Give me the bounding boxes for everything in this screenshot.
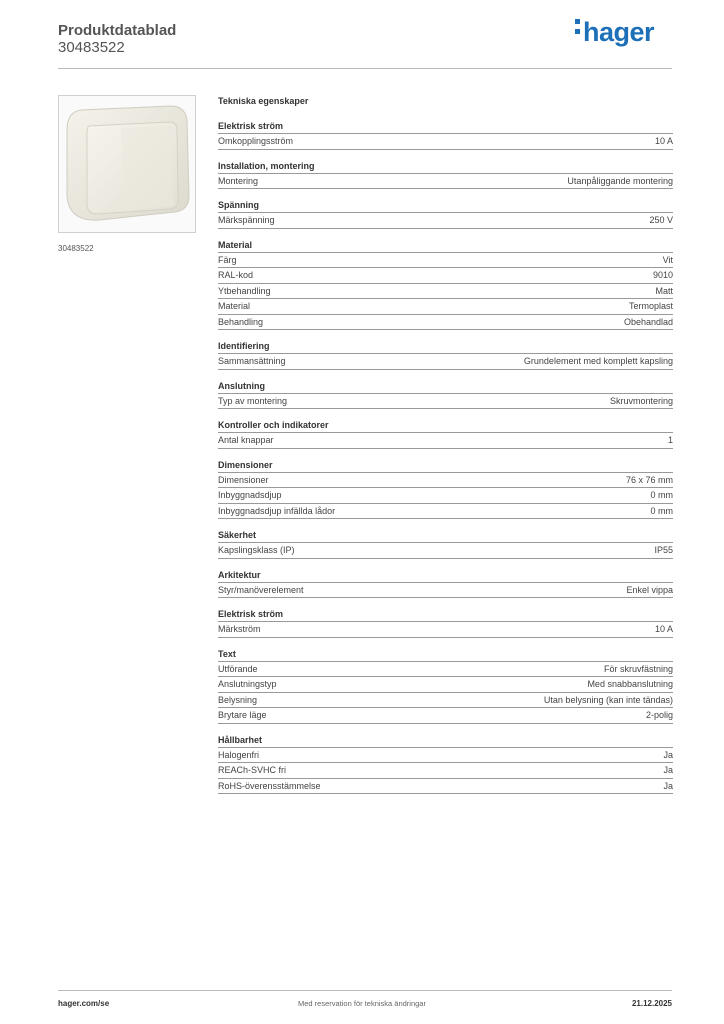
spec-value: 250 V (649, 215, 673, 225)
logo-dots-icon (575, 14, 580, 39)
spec-value: 0 mm (650, 505, 673, 516)
spec-label: Material (218, 301, 251, 311)
footer-disclaimer: Med reservation för tekniska ändringar (298, 999, 426, 1008)
spec-row (218, 212, 673, 228)
spec-value: Obehandlad (623, 316, 673, 327)
spec-label: Anslutningstyp (218, 679, 277, 689)
spec-group-title: Hållbarhet (218, 734, 263, 745)
spec-row (218, 778, 673, 794)
spec-label: Märkspänning (218, 215, 275, 225)
spec-group-divider (218, 228, 673, 233)
spec-group-title: Elektrisk ström (218, 121, 284, 131)
spec-row (218, 252, 673, 268)
product-image (58, 95, 196, 233)
spec-value: Termoplast (628, 301, 673, 311)
spec-row (218, 393, 673, 409)
spec-group-divider (218, 149, 673, 154)
spec-row (218, 267, 673, 283)
spec-group-title: Anslutning (218, 380, 265, 391)
spec-group-divider (218, 793, 673, 798)
spec-row (218, 283, 673, 299)
spec-label: Typ av montering (218, 395, 288, 406)
spec-row (218, 472, 673, 488)
spec-value: IP55 (654, 545, 673, 555)
spec-value: 0 mm (650, 490, 673, 500)
spec-label: Styr/manöverelement (218, 584, 304, 595)
spec-row (218, 503, 673, 519)
footer-website[interactable]: hager.com/se (58, 999, 110, 1008)
spec-label: Omkopplingsström (218, 136, 294, 146)
spec-label: Belysning (218, 694, 258, 705)
spec-value: 2-polig (645, 710, 673, 720)
spec-value: Grundelement med komplett kapsling (523, 356, 673, 366)
spec-group-divider (218, 597, 673, 602)
spec-group-title: Elektrisk ström (218, 609, 284, 619)
spec-label: Antal knappar (218, 435, 274, 445)
spec-group-title: Installation, montering (218, 160, 315, 171)
spec-row (218, 762, 673, 778)
spec-value: Ja (663, 780, 673, 791)
spec-label: Inbyggnadsdjup infällda lådor (218, 505, 336, 516)
document-header (58, 22, 176, 56)
spec-group-title: Arkitektur (218, 569, 261, 580)
spec-label: Ytbehandling (218, 285, 271, 296)
spec-group-title: Dimensioner (218, 459, 273, 470)
document-title: Produktdatablad (58, 22, 177, 39)
spec-value: Utanpåliggande montering (567, 175, 673, 186)
spec-value: Enkel vippa (626, 584, 673, 595)
hager-logo (575, 16, 654, 48)
spec-label: Brytare läge (218, 710, 267, 720)
spec-group-divider (218, 329, 673, 334)
spec-value: Ja (663, 749, 673, 760)
spec-row (218, 747, 673, 763)
spec-group-title: Text (218, 648, 236, 659)
logo-text: hager (582, 17, 654, 47)
spec-row (218, 298, 673, 314)
spec-group-divider (218, 558, 673, 563)
spec-label: Utförande (218, 663, 258, 674)
spec-label: Behandling (218, 316, 264, 327)
spec-label: Dimensioner (218, 474, 269, 485)
spec-value: 1 (667, 435, 673, 445)
spec-group-title: Kontroller och indikatorer (218, 420, 329, 430)
specs-title: Tekniska egenskaper (218, 96, 309, 106)
spec-label: Sammansättning (218, 356, 286, 366)
spec-row (218, 542, 673, 558)
header-divider (58, 68, 672, 69)
spec-group-divider (218, 448, 673, 453)
footer-divider (58, 990, 672, 991)
spec-row (218, 692, 673, 708)
spec-group-divider (218, 188, 673, 193)
spec-label: RoHS-överensstämmelse (218, 780, 321, 791)
spec-value: 76 x 76 mm (625, 474, 673, 485)
spec-row (218, 133, 673, 149)
spec-value: Med snabbanslutning (587, 679, 673, 689)
spec-row (218, 173, 673, 189)
spec-row (218, 661, 673, 677)
spec-group-title: Identifiering (218, 341, 270, 351)
spec-value: Skruvmontering (609, 395, 673, 406)
spec-group-divider (218, 637, 673, 642)
spec-value: 10 A (654, 136, 673, 146)
spec-label: RAL-kod (218, 270, 254, 280)
spec-row (218, 621, 673, 637)
spec-group-divider (218, 518, 673, 523)
spec-row (218, 487, 673, 503)
product-caption: 30483522 (58, 244, 94, 253)
footer-date: 21.12.2025 (631, 999, 672, 1008)
spec-label: Inbyggnadsdjup (218, 490, 282, 500)
spec-row (218, 432, 673, 448)
spec-row (218, 707, 673, 723)
spec-label: Montering (218, 175, 259, 186)
spec-group-divider (218, 408, 673, 413)
spec-value: Vit (662, 254, 673, 265)
spec-row (218, 582, 673, 598)
spec-value: Ja (663, 765, 673, 775)
product-number: 30483522 (58, 39, 125, 56)
spec-group-title: Säkerhet (218, 530, 257, 540)
spec-label: Halogenfri (218, 749, 260, 760)
spec-label: Märkström (218, 624, 261, 634)
spec-value: 9010 (652, 270, 673, 280)
spec-label: Kapslingsklass (IP) (218, 545, 295, 555)
spec-label: Färg (218, 254, 237, 265)
spec-value: Utan belysning (kan inte tändas) (543, 694, 673, 705)
spec-value: För skruvfästning (603, 663, 673, 674)
wall-switch-icon (59, 96, 195, 232)
spec-group-divider (218, 369, 673, 374)
spec-group-title: Spänning (218, 200, 259, 210)
spec-row (218, 676, 673, 692)
spec-value: Matt (655, 285, 673, 296)
spec-row (218, 314, 673, 330)
technical-specs (218, 96, 673, 798)
spec-group-title: Material (218, 239, 253, 250)
spec-groups (218, 119, 673, 798)
spec-row (218, 353, 673, 369)
spec-label: REACh-SVHC fri (218, 765, 287, 775)
spec-group-divider (218, 723, 673, 728)
spec-value: 10 A (654, 624, 673, 634)
